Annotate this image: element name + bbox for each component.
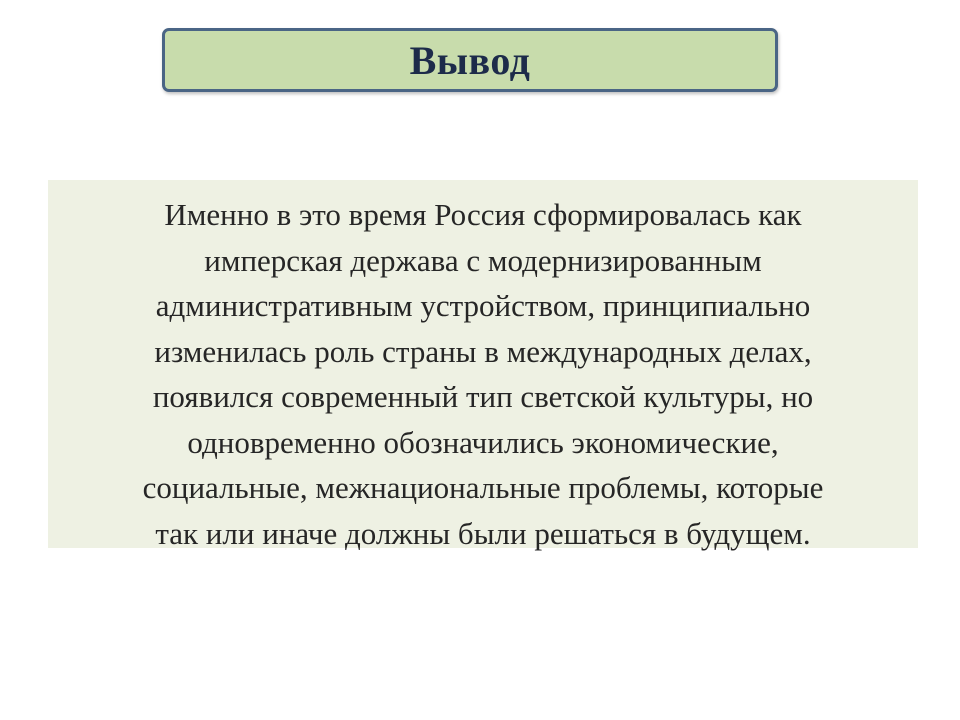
- conclusion-line: одновременно обозначились экономические,: [187, 424, 779, 460]
- slide-title: Вывод: [409, 37, 531, 83]
- conclusion-line: так или иначе должны были решаться в будущем.: [155, 515, 811, 551]
- conclusion-line: Именно в это время Россия сформировалась как: [164, 197, 802, 232]
- slide-title-box: [162, 28, 778, 92]
- conclusion-line: административным устройством, принципиально: [155, 288, 811, 323]
- conclusion-panel: [48, 180, 918, 551]
- conclusion-text: [48, 192, 918, 556]
- conclusion-line: имперская держава с модернизированным: [204, 242, 762, 278]
- conclusion-line: изменилась роль страны в международных делах,: [154, 333, 812, 369]
- conclusion-line: социальные, межнациональные проблемы, которые: [142, 470, 824, 505]
- conclusion-line: появился современный тип светской культуры, но: [152, 379, 814, 414]
